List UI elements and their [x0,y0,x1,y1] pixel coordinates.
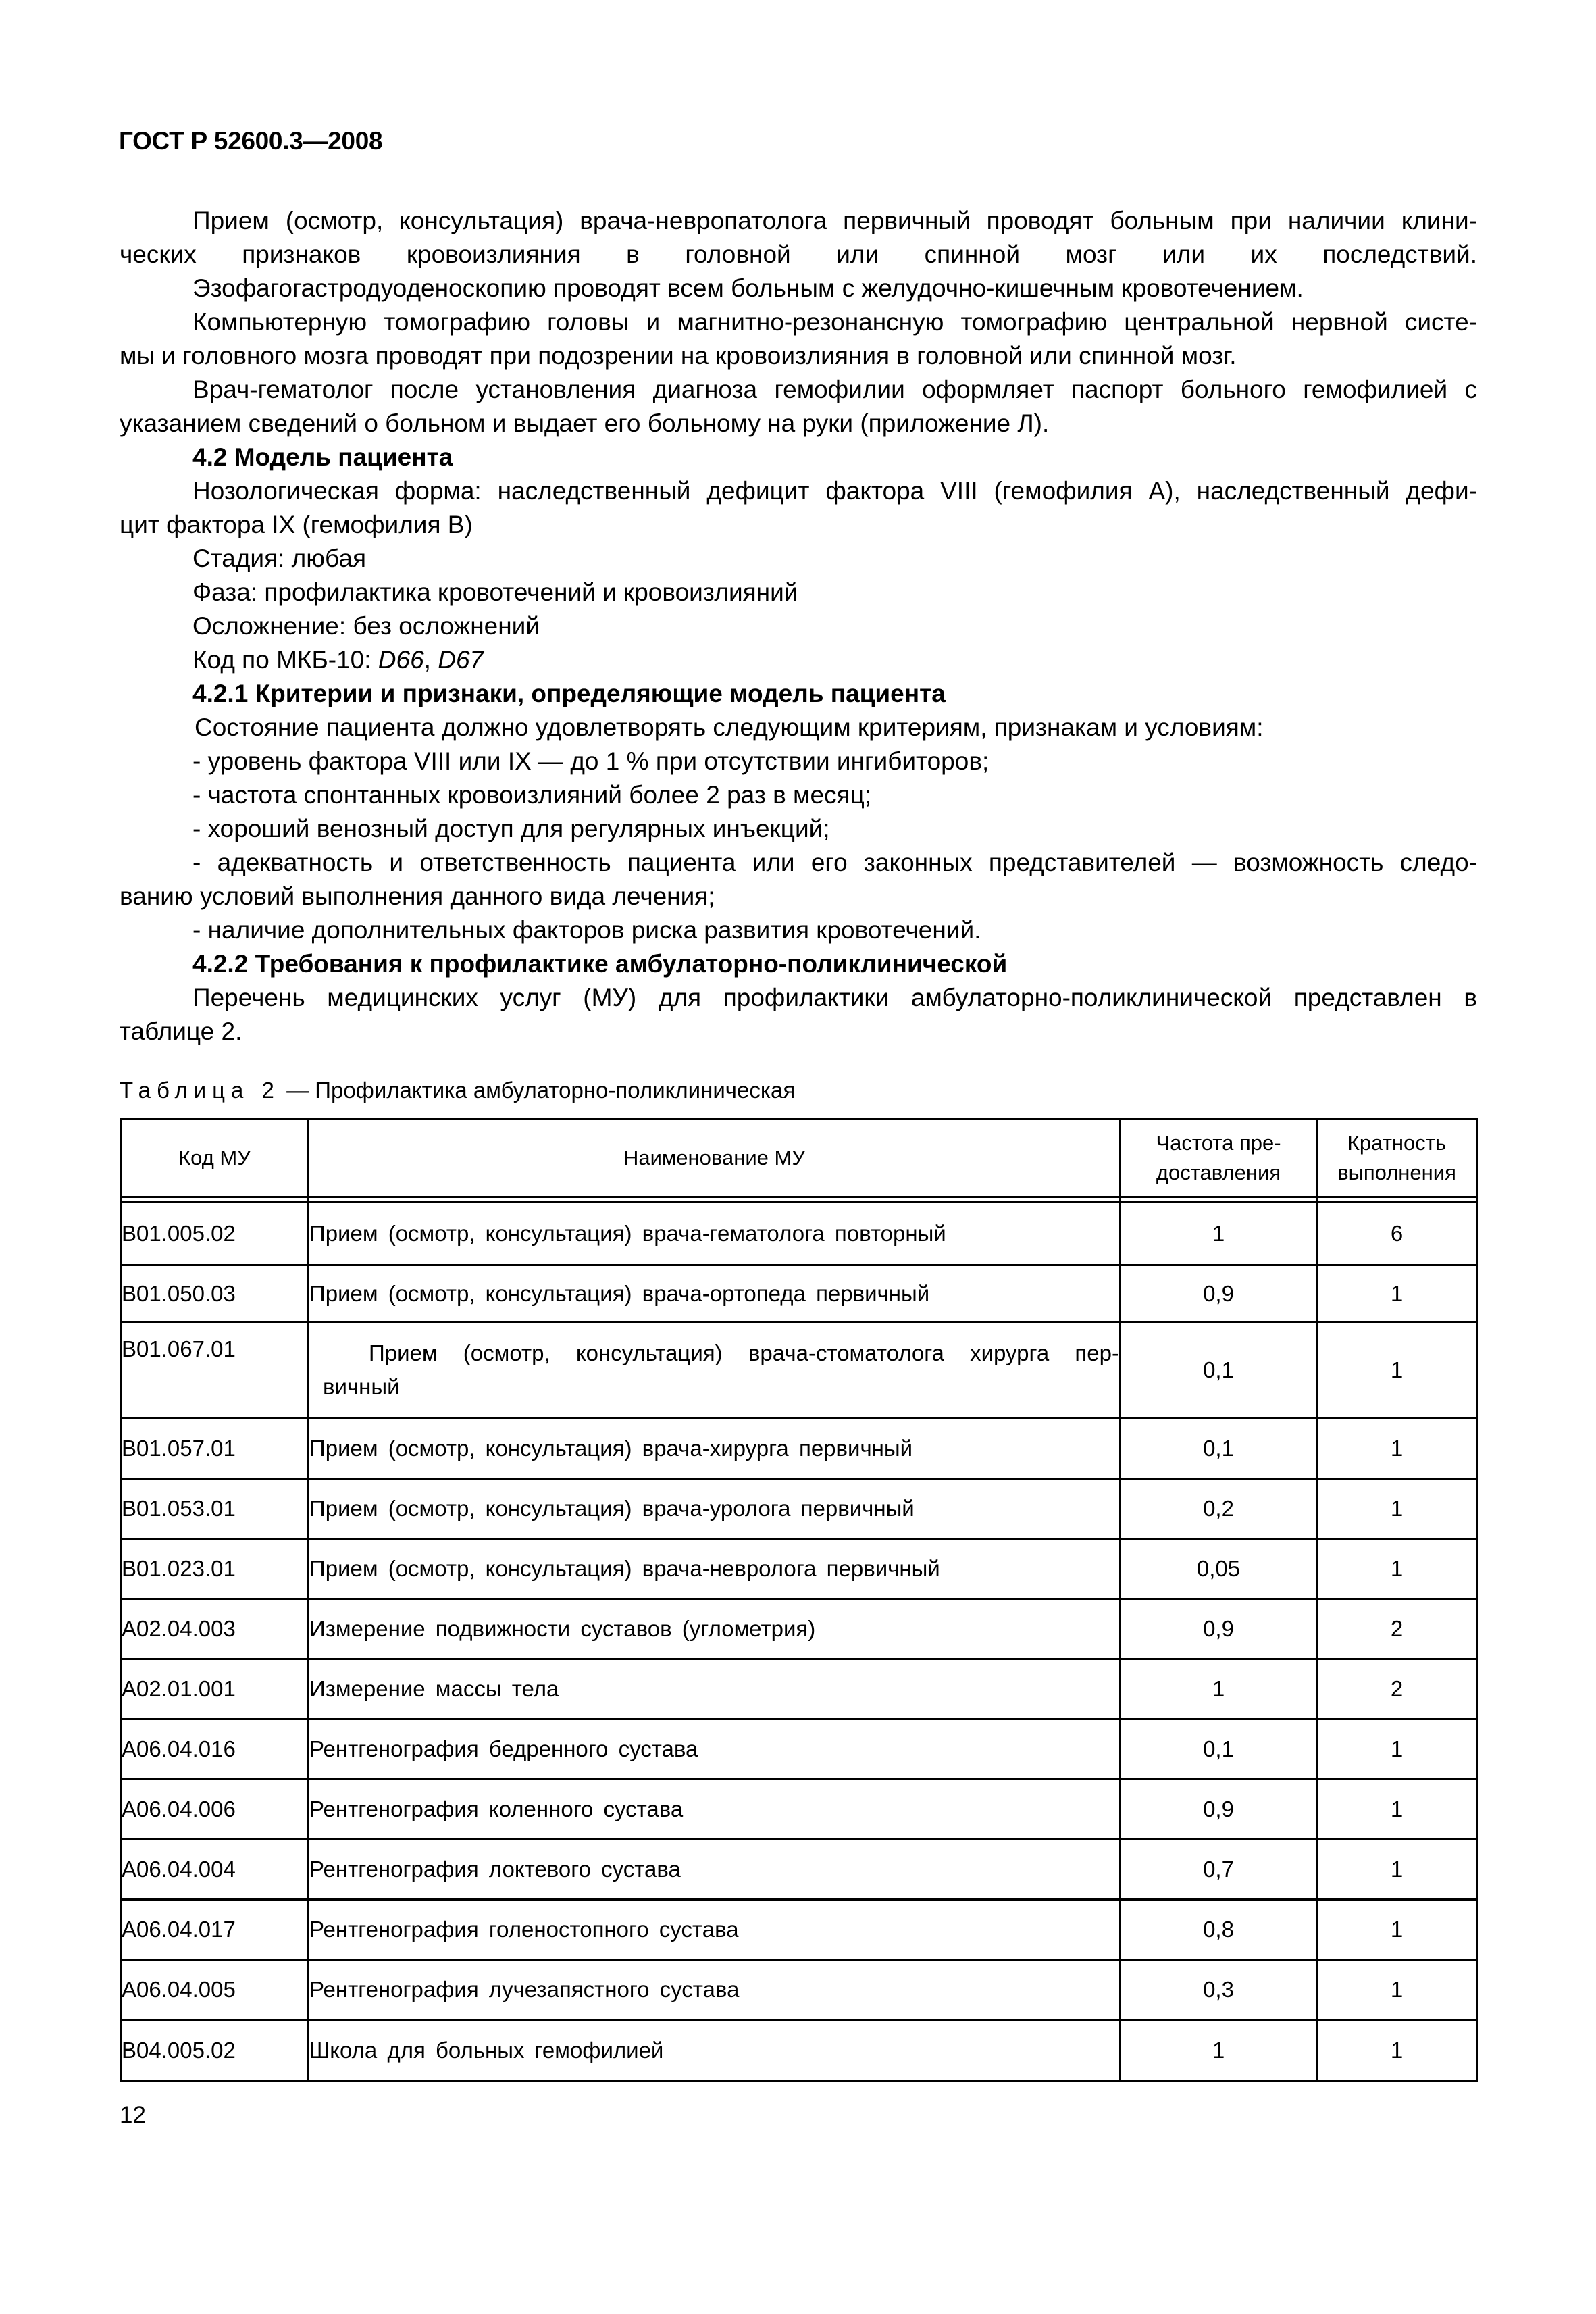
table-row [121,1960,1477,2020]
cell-frequency: 0,9 [1121,1265,1317,1322]
cell-multiplicity: 1 [1317,1479,1477,1539]
cell-code: B01.023.01 [121,1539,309,1599]
cell-frequency: 0,1 [1121,1419,1317,1479]
cell-multiplicity: 1 [1317,1960,1477,2020]
cell-code: B01.067.01 [121,1322,309,1419]
cell-multiplicity: 1 [1317,1900,1477,1960]
cell-name: Рентгенография лучезапястного сустава [309,1960,1121,2020]
cell-name-line: вичный [323,1374,400,1399]
cell-frequency: 0,8 [1121,1900,1317,1960]
paragraph-line: Фаза: профилактика кровотечений и кровоизлияний [192,578,798,606]
list-item: - частота спонтанных кровоизлияний более 2 раз в месяц; [192,781,872,809]
header-line: Частота пре- [1156,1131,1281,1155]
icd-code-line [120,643,1477,677]
table-row [121,1659,1477,1719]
table-row [121,1322,1477,1419]
cell-frequency: 0,9 [1121,1780,1317,1840]
column-header-code: Код МУ [121,1120,309,1197]
cell-frequency: 1 [1121,2020,1317,2081]
cell-code: A02.04.003 [121,1599,309,1659]
header-line: Кратность [1347,1131,1447,1155]
cell-code: B01.057.01 [121,1419,309,1479]
cell-frequency: 1 [1121,1659,1317,1719]
table-row [121,1419,1477,1479]
paragraph-line: таблице 2. [120,1017,242,1045]
cell-frequency: 0,1 [1121,1322,1317,1419]
header-line: доставления [1156,1161,1281,1184]
cell-code: A06.04.017 [121,1900,309,1960]
cell-frequency: 0,9 [1121,1599,1317,1659]
paragraph-line: Прием (осмотр, консультация) врача-невропатолога первичный проводят больным при наличии клини- [192,207,1477,234]
header-line: выполнения [1337,1161,1456,1184]
table-row [121,1265,1477,1322]
cell-frequency: 0,05 [1121,1539,1317,1599]
cell-multiplicity: 1 [1317,1719,1477,1780]
cell-multiplicity: 1 [1317,1539,1477,1599]
section-heading-4-2-2: 4.2.2 Требования к профилактике амбулаторно-поликлинической [192,950,1008,978]
cell-frequency: 0,1 [1121,1719,1317,1780]
table-header-row [121,1120,1477,1197]
table-row [121,1840,1477,1900]
cell-name: Прием (осмотр, консультация) врача-хирурга первичный [309,1419,1121,1479]
cell-frequency: 1 [1121,1203,1317,1265]
document-header: ГОСТ Р 52600.3—2008 [119,127,383,155]
cell-name: Прием (осмотр, консультация) врача-уролога первичный [309,1479,1121,1539]
paragraph-line: Эзофагогастродуоденоскопию проводят всем больным с желудочно-кишечным кровотечением. [192,274,1304,302]
cell-name: Прием (осмотр, консультация) врача-гематолога повторный [309,1203,1121,1265]
cell-frequency: 0,3 [1121,1960,1317,2020]
cell-multiplicity: 1 [1317,1419,1477,1479]
column-header-name: Наименование МУ [309,1120,1121,1197]
cell-code: B01.053.01 [121,1479,309,1539]
cell-name: Измерение подвижности суставов (углометрия) [309,1599,1121,1659]
paragraph-line: Перечень медицинских услуг (МУ) для профилактики амбулаторно-поликлинической представлен в [192,984,1477,1011]
cell-name: Рентгенография локтевого сустава [309,1840,1121,1900]
cell-code: A06.04.006 [121,1780,309,1840]
table-caption [120,1076,795,1105]
cell-multiplicity: 2 [1317,1599,1477,1659]
paragraph-line: Состояние пациента должно удовлетворять следующим критериям, признакам и условиям: [195,713,1264,741]
paragraph-line: цит фактора IX (гемофилия В) [120,511,473,538]
cell-name-line: Прием (осмотр, консультация) врача-стоматолога хирурга пер- [369,1340,1119,1365]
cell-code: A06.04.005 [121,1960,309,2020]
table-row [121,1780,1477,1840]
list-item: - адекватность и ответственность пациента или его законных представителей — возможность следо- [192,849,1477,876]
table-row [121,1900,1477,1960]
icd-separator: , [423,646,438,674]
cell-multiplicity: 1 [1317,1840,1477,1900]
page-number: 12 [120,2102,146,2128]
list-item-continuation: ванию условий выполнения данного вида лечения; [120,882,715,910]
table-row [121,1203,1477,1265]
cell-code: B01.050.03 [121,1265,309,1322]
header-separator [121,1197,1477,1203]
section-heading-4-2: 4.2 Модель пациента [192,443,453,471]
table-caption-label: Таблица 2 [120,1078,280,1103]
cell-multiplicity: 1 [1317,1322,1477,1419]
paragraph-line: указанием сведений о больном и выдает его больному на руки (приложение Л). [120,409,1050,437]
cell-multiplicity: 6 [1317,1203,1477,1265]
services-table [120,1118,1478,2082]
cell-name: Прием (осмотр, консультация) врача-невролога первичный [309,1539,1121,1599]
cell-name: Рентгенография голеностопного сустава [309,1900,1121,1960]
cell-code: A06.04.016 [121,1719,309,1780]
paragraph-line: ческих признаков кровоизлияния в головной или спинной мозг или их последствий. [120,241,1477,268]
icd-code: D67 [438,646,484,674]
section-heading-4-2-1: 4.2.1 Критерии и признаки, определяющие модель пациента [192,680,946,707]
cell-frequency: 0,2 [1121,1479,1317,1539]
paragraph-line: мы и головного мозга проводят при подозрении на кровоизлияния в головной или спинной мозг. [120,342,1237,370]
cell-code: A06.04.004 [121,1840,309,1900]
paragraph-line: Стадия: любая [192,545,366,572]
cell-multiplicity: 1 [1317,1265,1477,1322]
cell-code: B04.005.02 [121,2020,309,2081]
list-item: - уровень фактора VIII или IX — до 1 % при отсутствии ингибиторов; [192,747,989,775]
column-header-frequency [1121,1120,1317,1197]
cell-name: Измерение массы тела [309,1659,1121,1719]
icd-code: D66 [378,646,424,674]
table-row [121,2020,1477,2081]
paragraph-line: Компьютерную томографию головы и магнитно-резонансную томографию центральной нервной систе- [192,308,1477,336]
cell-code: B01.005.02 [121,1203,309,1265]
cell-name: Рентгенография коленного сустава [309,1780,1121,1840]
cell-name [309,1322,1121,1419]
paragraph-line: Осложнение: без осложнений [192,612,540,640]
table-caption-title: — Профилактика амбулаторно-поликлиническая [280,1078,796,1103]
cell-name: Рентгенография бедренного сустава [309,1719,1121,1780]
icd-label: Код по МКБ-10: [192,646,378,674]
table-row [121,1479,1477,1539]
cell-name: Прием (осмотр, консультация) врача-ортопеда первичный [309,1265,1121,1322]
cell-multiplicity: 2 [1317,1659,1477,1719]
list-item: - хороший венозный доступ для регулярных инъекций; [192,815,830,842]
cell-name: Школа для больных гемофилией [309,2020,1121,2081]
paragraph-line: Нозологическая форма: наследственный дефицит фактора VIII (гемофилия А), наследственный дефи- [192,477,1477,505]
cell-multiplicity: 1 [1317,1780,1477,1840]
table-row [121,1719,1477,1780]
table-row [121,1599,1477,1659]
cell-frequency: 0,7 [1121,1840,1317,1900]
table-row [121,1539,1477,1599]
cell-code: A02.01.001 [121,1659,309,1719]
cell-multiplicity: 1 [1317,2020,1477,2081]
paragraph-line: Врач-гематолог после установления диагноза гемофилии оформляет паспорт больного гемофилией с [192,376,1477,403]
column-header-multiplicity [1317,1120,1477,1197]
list-item: - наличие дополнительных факторов риска развития кровотечений. [192,916,981,944]
